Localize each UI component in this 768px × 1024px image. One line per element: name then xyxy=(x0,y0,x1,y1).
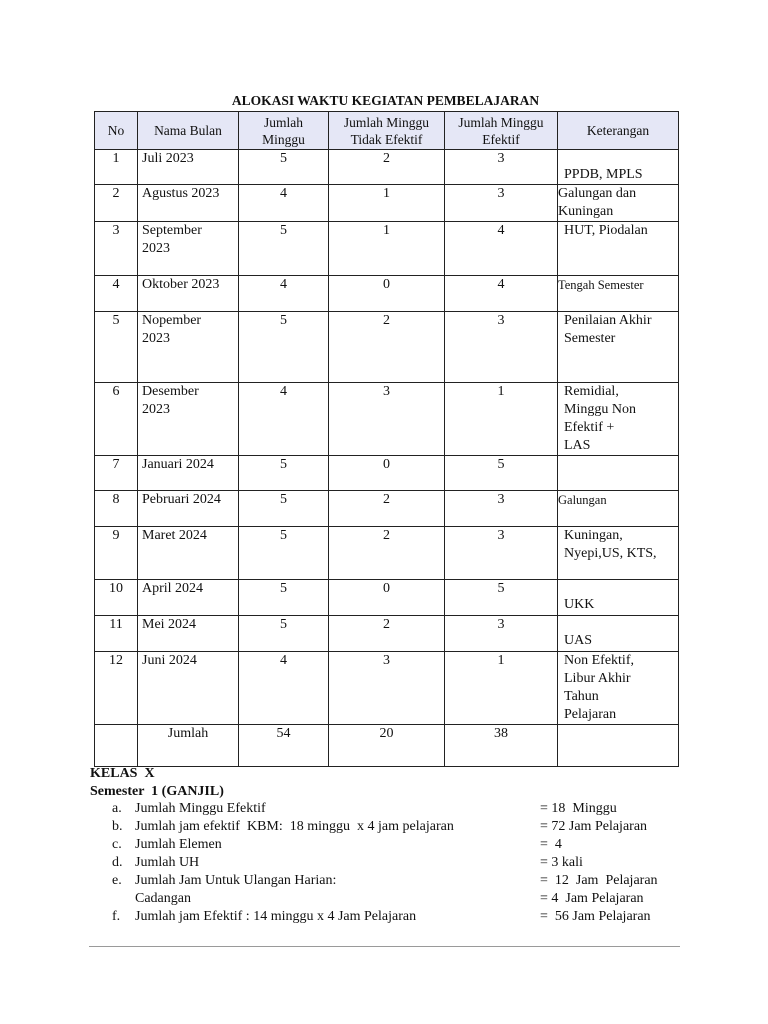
bulan-line: 2023 xyxy=(142,331,170,346)
cell-efektif: 3 xyxy=(445,616,558,652)
summary-list xyxy=(90,800,690,926)
cell-efektif: 4 xyxy=(445,222,558,276)
keterangan-line: LAS xyxy=(564,438,591,453)
cell-no xyxy=(95,725,138,767)
cell-bulan: Pebruari 2024 xyxy=(138,491,239,527)
summary-value: = 3 kali xyxy=(540,855,583,870)
summary-label: Jumlah Minggu Efektif xyxy=(135,801,266,816)
cell-jumlah-minggu: 4 xyxy=(239,383,329,456)
cell-efektif: 3 xyxy=(445,150,558,185)
cell-jumlah-minggu: 5 xyxy=(239,456,329,491)
table-row xyxy=(95,491,679,527)
table-row xyxy=(95,312,679,383)
header-tidak-efektif-line2: Tidak Efektif xyxy=(350,131,423,147)
summary-label: Jumlah jam Efektif : 14 minggu x 4 Jam Pelajaran xyxy=(135,909,417,924)
bulan-line: 2023 xyxy=(142,241,170,256)
cell-keterangan xyxy=(558,185,679,222)
cell-jumlah-minggu: 5 xyxy=(239,312,329,383)
total-tidak-efektif: 20 xyxy=(329,725,445,767)
cell-tidak-efektif: 2 xyxy=(329,150,445,185)
cell-tidak-efektif: 2 xyxy=(329,491,445,527)
cell-no: 2 xyxy=(95,185,138,222)
header-jumlah-minggu-line2: Minggu xyxy=(262,131,305,147)
summary-label: Jumlah Elemen xyxy=(135,837,222,852)
cell-tidak-efektif: 2 xyxy=(329,312,445,383)
summary-marker: a. xyxy=(112,801,122,816)
table-row xyxy=(95,276,679,312)
cell-keterangan: UAS xyxy=(558,616,679,652)
cell-keterangan: Galungan xyxy=(558,491,679,527)
cell-jumlah-minggu: 5 xyxy=(239,491,329,527)
bulan-line: Desember xyxy=(142,384,199,399)
cell-keterangan xyxy=(558,456,679,491)
cell-jumlah-minggu: 5 xyxy=(239,580,329,616)
cell-efektif: 1 xyxy=(445,652,558,725)
summary-value: = 56 Jam Pelajaran xyxy=(540,909,651,924)
summary-item xyxy=(90,908,690,926)
cell-efektif: 5 xyxy=(445,456,558,491)
header-efektif-line2: Efektif xyxy=(482,131,520,147)
cell-bulan: Maret 2024 xyxy=(138,527,239,580)
cell-jumlah-minggu: 5 xyxy=(239,222,329,276)
cell-efektif: 4 xyxy=(445,276,558,312)
keterangan-line: Kuningan xyxy=(558,204,614,219)
cell-no: 11 xyxy=(95,616,138,652)
summary-value: = 72 Jam Pelajaran xyxy=(540,819,648,834)
header-no: No xyxy=(95,112,138,150)
totals-row xyxy=(95,725,679,767)
summary-item xyxy=(90,890,690,908)
header-efektif xyxy=(445,112,558,150)
cell-tidak-efektif: 0 xyxy=(329,580,445,616)
keterangan-line: Nyepi,US, KTS, xyxy=(564,546,657,561)
header-keterangan: Keterangan xyxy=(558,112,679,150)
table-row xyxy=(95,652,679,725)
cell-efektif: 1 xyxy=(445,383,558,456)
cell-bulan: Mei 2024 xyxy=(138,616,239,652)
cell-no: 3 xyxy=(95,222,138,276)
keterangan-line: Galungan dan xyxy=(558,186,637,201)
table-row xyxy=(95,185,679,222)
kelas-heading: KELAS X xyxy=(90,766,155,781)
cell-tidak-efektif: 2 xyxy=(329,527,445,580)
cell-no: 8 xyxy=(95,491,138,527)
keterangan-line: Tahun xyxy=(564,689,599,704)
cell-bulan: April 2024 xyxy=(138,580,239,616)
summary-label: Jumlah Jam Untuk Ulangan Harian: xyxy=(135,873,337,888)
cell-jumlah-minggu: 5 xyxy=(239,527,329,580)
cell-efektif: 3 xyxy=(445,312,558,383)
cell-keterangan xyxy=(558,725,679,767)
cell-no: 9 xyxy=(95,527,138,580)
total-jumlah-minggu: 54 xyxy=(239,725,329,767)
cell-efektif: 3 xyxy=(445,185,558,222)
cell-bulan xyxy=(138,312,239,383)
cell-no: 10 xyxy=(95,580,138,616)
allocation-table xyxy=(94,111,679,767)
cell-tidak-efektif: 3 xyxy=(329,652,445,725)
summary-value: = 18 Minggu xyxy=(540,801,617,816)
cell-tidak-efektif: 0 xyxy=(329,276,445,312)
semester-heading: Semester 1 (GANJIL) xyxy=(90,784,224,799)
cell-keterangan: PPDB, MPLS xyxy=(558,150,679,185)
table-row xyxy=(95,150,679,185)
summary-marker: e. xyxy=(112,873,122,888)
bulan-line: 2023 xyxy=(142,402,170,417)
cell-efektif: 5 xyxy=(445,580,558,616)
summary-label: Cadangan xyxy=(135,891,191,906)
keterangan-line: Kuningan, xyxy=(564,528,623,543)
header-jumlah-minggu xyxy=(239,112,329,150)
cell-jumlah-minggu: 5 xyxy=(239,616,329,652)
table-row xyxy=(95,616,679,652)
cell-no: 5 xyxy=(95,312,138,383)
keterangan-line: Non Efektif, xyxy=(564,653,634,668)
cell-jumlah-minggu: 4 xyxy=(239,185,329,222)
cell-efektif: 3 xyxy=(445,491,558,527)
header-nama-bulan: Nama Bulan xyxy=(138,112,239,150)
cell-bulan: Oktober 2023 xyxy=(138,276,239,312)
table-header-row xyxy=(95,112,679,150)
cell-keterangan xyxy=(558,383,679,456)
totals-label: Jumlah xyxy=(138,725,239,767)
header-jumlah-minggu-line1: Jumlah xyxy=(264,114,303,130)
summary-item xyxy=(90,872,690,890)
cell-keterangan xyxy=(558,527,679,580)
table-row xyxy=(95,383,679,456)
keterangan-line: Semester xyxy=(564,331,616,346)
cell-tidak-efektif: 3 xyxy=(329,383,445,456)
summary-item xyxy=(90,854,690,872)
summary-label: Jumlah jam efektif KBM: 18 minggu x 4 jam pelajaran xyxy=(135,819,454,834)
summary-item xyxy=(90,818,690,836)
cell-tidak-efektif: 2 xyxy=(329,616,445,652)
header-tidak-efektif xyxy=(329,112,445,150)
cell-no: 1 xyxy=(95,150,138,185)
summary-value: = 4 Jam Pelajaran xyxy=(540,891,644,906)
summary-marker: c. xyxy=(112,837,122,852)
cell-bulan: Agustus 2023 xyxy=(138,185,239,222)
header-efektif-line1: Jumlah Minggu xyxy=(458,114,544,130)
cell-keterangan xyxy=(558,652,679,725)
cell-bulan: Juli 2023 xyxy=(138,150,239,185)
summary-item xyxy=(90,836,690,854)
cell-tidak-efektif: 0 xyxy=(329,456,445,491)
table-row xyxy=(95,580,679,616)
total-efektif: 38 xyxy=(445,725,558,767)
table-row xyxy=(95,527,679,580)
keterangan-line: Penilaian Akhir xyxy=(564,313,652,328)
summary-marker: f. xyxy=(112,909,121,924)
cell-bulan xyxy=(138,383,239,456)
summary-value: = 12 Jam Pelajaran xyxy=(540,873,658,888)
cell-keterangan: Tengah Semester xyxy=(558,276,679,312)
summary-value: = 4 xyxy=(540,837,562,852)
cell-no: 4 xyxy=(95,276,138,312)
cell-jumlah-minggu: 4 xyxy=(239,276,329,312)
keterangan-line: Pelajaran xyxy=(564,707,617,722)
cell-efektif: 3 xyxy=(445,527,558,580)
page-title: ALOKASI WAKTU KEGIATAN PEMBELAJARAN xyxy=(231,93,540,108)
cell-no: 12 xyxy=(95,652,138,725)
page-divider xyxy=(89,946,680,947)
cell-bulan: Januari 2024 xyxy=(138,456,239,491)
bulan-line: Nopember xyxy=(142,313,202,328)
summary-label: Jumlah UH xyxy=(135,855,200,870)
cell-jumlah-minggu: 5 xyxy=(239,150,329,185)
keterangan-line: Remidial, xyxy=(564,384,619,399)
summary-item xyxy=(90,800,690,818)
header-tidak-efektif-line1: Jumlah Minggu xyxy=(343,114,430,130)
cell-bulan: Juni 2024 xyxy=(138,652,239,725)
keterangan-line: Libur Akhir xyxy=(564,671,631,686)
cell-tidak-efektif: 1 xyxy=(329,185,445,222)
cell-no: 7 xyxy=(95,456,138,491)
cell-keterangan: UKK xyxy=(558,580,679,616)
keterangan-line: Efektif + xyxy=(564,420,615,435)
table-row xyxy=(95,456,679,491)
bulan-line: September xyxy=(142,223,202,238)
keterangan-line: Minggu Non xyxy=(564,402,636,417)
summary-marker: b. xyxy=(112,819,123,834)
cell-keterangan: HUT, Piodalan xyxy=(558,222,679,276)
cell-bulan xyxy=(138,222,239,276)
cell-jumlah-minggu: 4 xyxy=(239,652,329,725)
summary-marker: d. xyxy=(112,855,123,870)
table-row xyxy=(95,222,679,276)
cell-keterangan xyxy=(558,312,679,383)
cell-tidak-efektif: 1 xyxy=(329,222,445,276)
cell-no: 6 xyxy=(95,383,138,456)
